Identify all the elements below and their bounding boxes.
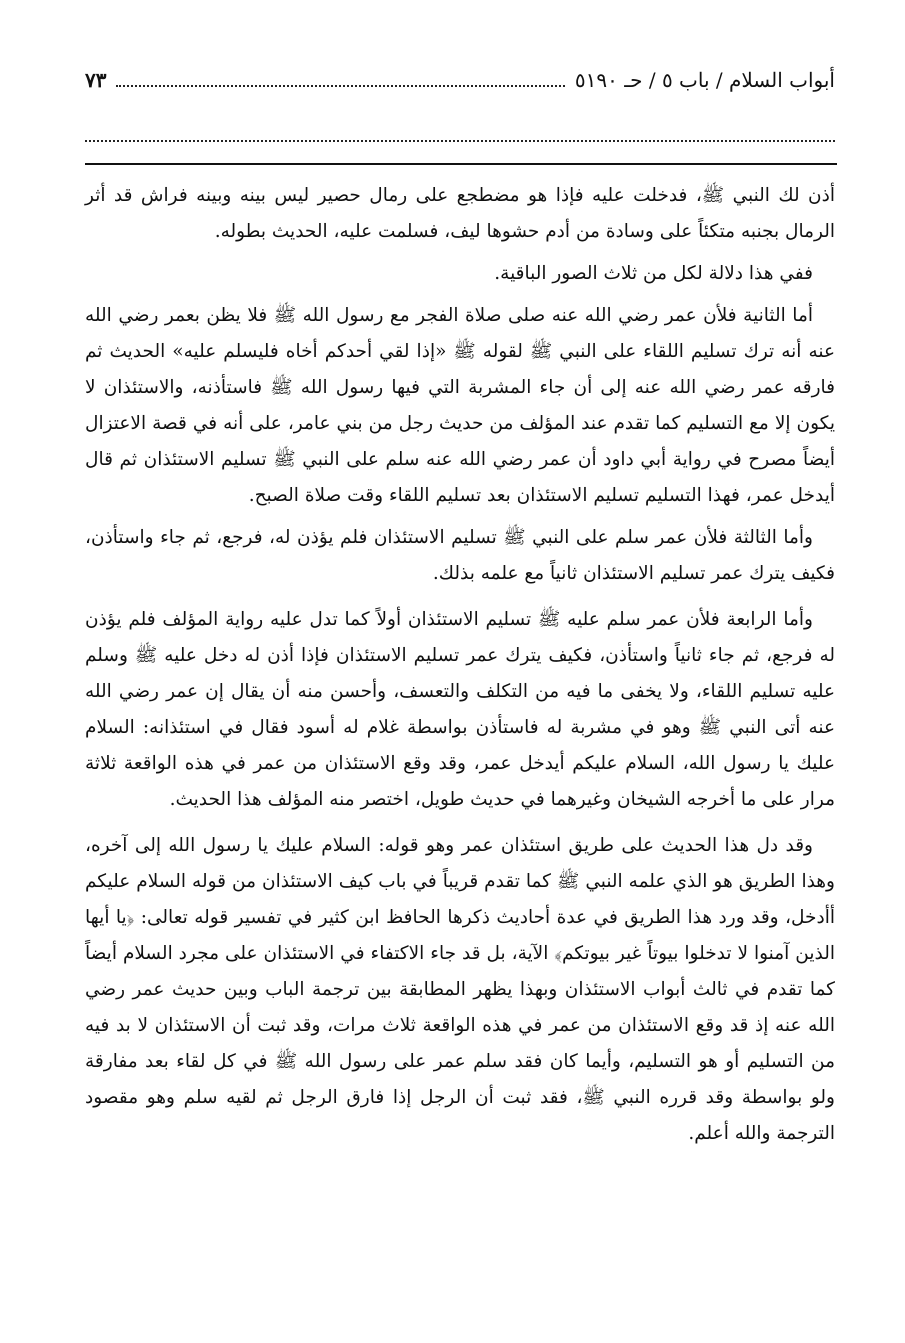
paragraph-2: ففي هذا دلالة لكل من ثلاث الصور الباقية. bbox=[494, 263, 813, 284]
dotted-separator bbox=[85, 120, 835, 142]
paragraph-6: وقد دل هذا الحديث على طريق استئذان عمر وهو قوله: السلام عليك يا رسول الله إلى آخره، وهذا الطريق هو الذي علمه النبي ﷺ كما تقدم قريباً في باب كيف الاستئذان من قوله السلام عليكم أأدخل، وقد ورد هذا الطريق في عدة أحاديث ذكرها الحافظ ابن كثير في تفسير قوله تعالى: ﴿يا أيها الذين آمنوا لا تدخلوا بيوتاً غير بيوتكم﴾ الآية، بل قد جاء الاكتفاء في الاستئذان على مجرد السلام أيضاً كما تقدم في ثالث أبواب الاستئذان وبهذا يظهر المطابقة بين ترجمة الباب وبين حديث عمر رضي الله عنه إذ قد وقع الاستئذان من عمر في هذه الواقعة ثلاث مرات، وقد ثبت أن الاستئذان لا بد فيه من التسليم أو هو التسليم، وأيما كان فقد سلم عمر على رسول الله ﷺ في كل لقاء بعد مفارقة ولو بواسطة وقد قرره النبي ﷺ، فقد ثبت أن الرجل إذا فارق الرجل ثم لقيه سلم وهو مقصود الترجمة والله أعلم. bbox=[85, 835, 835, 1144]
paragraph-3: أما الثانية فلأن عمر رضي الله عنه صلى صلاة الفجر مع رسول الله ﷺ فلا يظن بعمر رضي الله عنه أنه ترك تسليم اللقاء على النبي ﷺ لقوله ﷺ «إذا لقي أحدكم أخاه فليسلم عليه» الحديث ثم فارقه عمر رضي الله عنه إلى أن جاء المشربة التي فيها رسول الله ﷺ فاستأذنه، والاستئذان لا يكون إلا مع التسليم كما تقدم عند المؤلف من حديث رجل من بني عامر، على أنه في قصة الاعتزال أيضاً مصرح في رواية أبي داود أن عمر رضي الله عنه سلم على النبي ﷺ تسليم الاستئذان ثم قال أيدخل عمر، فهذا التسليم تسليم الاستئذان بعد تسليم اللقاء وقت صلاة الصبح. bbox=[85, 305, 835, 506]
paragraph-5: وأما الرابعة فلأن عمر سلم عليه ﷺ تسليم الاستئذان أولاً كما تدل عليه رواية المؤلف فلم يؤذن له فرجع، ثم جاء ثانياً واستأذن، فكيف يترك عمر تسليم الاستئذان فإذا أذن له دخل عليه ﷺ وسلم عليه تسليم اللقاء، ولا يخفى ما فيه من التكلف والتعسف، وأحسن منه أن يقال إن عمر رضي الله عنه أتى النبي ﷺ وهو في مشربة له فاستأذن بواسطة غلام له أسود فقال في استئذانه: السلام عليك يا رسول الله، السلام عليكم أيدخل عمر، وقد وقع الاستئذان من عمر في هذه الواقعة ثلاثة مرار على ما أخرجه الشيخان وغيرهما في حديث طويل، اختصر منه المؤلف هذا الحديث. bbox=[85, 609, 835, 810]
running-title: أبواب السلام / باب ٥ / حـ ٥١٩٠ bbox=[574, 68, 835, 92]
body-text bbox=[85, 178, 835, 1158]
paragraph-4: وأما الثالثة فلأن عمر سلم على النبي ﷺ تسليم الاستئذان فلم يؤذن له، فرجع، ثم جاء واستأذن، فكيف يترك عمر تسليم الاستئذان ثانياً مع علمه بذلك. bbox=[85, 527, 835, 584]
page-number: ٧٣ bbox=[85, 68, 107, 92]
page-header bbox=[85, 60, 835, 100]
paragraph-1: أذن لك النبي ﷺ، فدخلت عليه فإذا هو مضطجع على رمال حصير ليس بينه وبينه فراش قد أثر الرمال بجنبه متكئاً على وسادة من أدم حشوها ليف، فسلمت عليه، الحديث بطوله. bbox=[85, 185, 835, 242]
horizontal-rule bbox=[85, 163, 837, 165]
dotted-leader bbox=[116, 85, 564, 87]
